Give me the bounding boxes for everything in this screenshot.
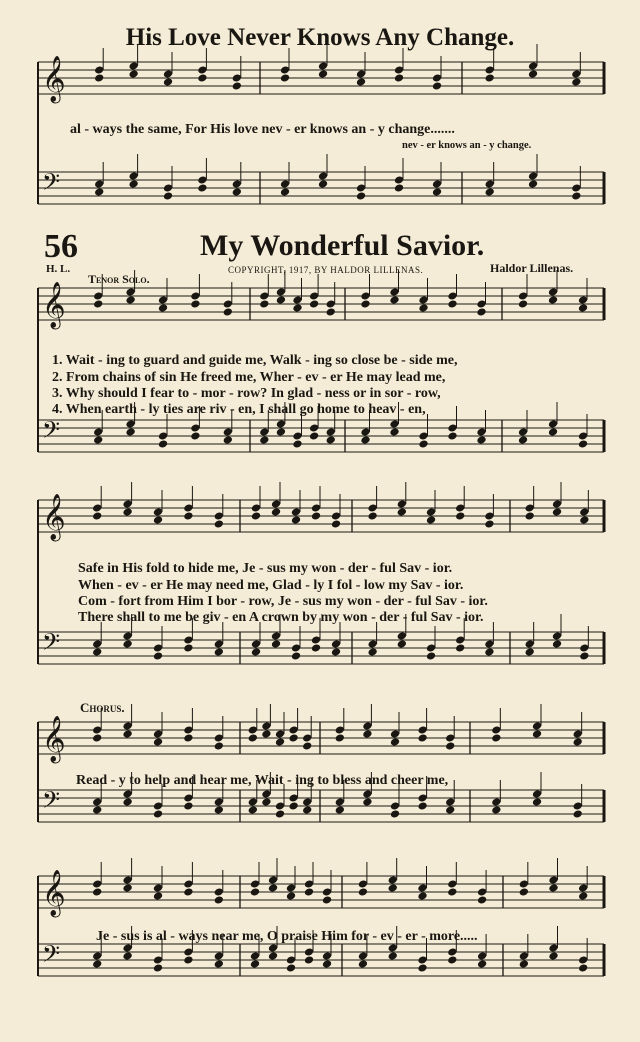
treble-note-notehead (447, 299, 457, 308)
treble-clef-icon: 𝄞 (42, 716, 66, 762)
treble-note-notehead (153, 515, 163, 524)
treble-clef-icon: 𝄞 (42, 870, 66, 916)
bass-note-notehead (302, 805, 312, 814)
bass-note-notehead (358, 959, 368, 968)
previous-hymn-lyric-echo: nev - er knows an - y change. (402, 140, 532, 151)
treble-note-notehead (571, 77, 581, 86)
bass-note-notehead (309, 431, 319, 440)
bass-note-notehead (518, 435, 528, 444)
verse-4-line-2: There shall to me be giv - en A crown by my won - der - ful Sav - ior. (78, 610, 484, 625)
bass-clef-icon: 𝄢 (42, 168, 61, 201)
bass-note-notehead (291, 651, 301, 660)
bass-note-notehead (163, 191, 173, 200)
bass-note-notehead (579, 651, 589, 660)
bass-clef-icon: 𝄢 (42, 786, 61, 819)
treble-note-notehead (261, 729, 271, 738)
bass-note-notehead (214, 959, 224, 968)
treble-note-notehead (417, 733, 427, 742)
bass-note-notehead (491, 805, 501, 814)
bass-note-notehead (532, 797, 542, 806)
composer-credit: Haldor Lillenas. (490, 261, 574, 275)
treble-note-notehead (477, 895, 487, 904)
treble-note-notehead (153, 891, 163, 900)
bass-note-notehead (326, 435, 336, 444)
bass-note-notehead (304, 955, 314, 964)
treble-note-notehead (552, 507, 562, 516)
treble-note-notehead (418, 303, 428, 312)
treble-note-notehead (484, 519, 494, 528)
treble-note-notehead (394, 73, 404, 82)
bass-note-notehead (183, 643, 193, 652)
treble-note-notehead (259, 299, 269, 308)
bass-note-notehead (418, 439, 428, 448)
bass-note-notehead (548, 427, 558, 436)
treble-note-notehead (92, 511, 102, 520)
verse-4-line-1: 4. When earth - ly ties are riv - en, I shall go home to heav - en, (52, 402, 426, 417)
treble-note-notehead (519, 887, 529, 896)
treble-note-notehead (183, 887, 193, 896)
treble-note-notehead (326, 307, 336, 316)
bass-note-notehead (271, 639, 281, 648)
bass-note-notehead (251, 647, 261, 656)
treble-note-notehead (476, 307, 486, 316)
treble-note-notehead (447, 887, 457, 896)
bass-note-notehead (331, 647, 341, 656)
copyright-notice: COPYRIGHT, 1917, BY HALDOR LILLENAS. (228, 265, 424, 275)
bass-note-notehead (275, 809, 285, 818)
treble-note-notehead (271, 507, 281, 516)
treble-note-notehead (548, 883, 558, 892)
treble-note-notehead (280, 73, 290, 82)
treble-note-notehead (578, 891, 588, 900)
bass-note-notehead (571, 191, 581, 200)
bass-note-notehead (259, 435, 269, 444)
meter-label: H. L. (46, 263, 71, 275)
bass-note-notehead (280, 187, 290, 196)
bass-note-notehead (432, 187, 442, 196)
treble-note-notehead (232, 81, 242, 90)
treble-note-notehead (92, 887, 102, 896)
treble-note-notehead (250, 887, 260, 896)
treble-note-notehead (94, 73, 104, 82)
bass-note-notehead (322, 959, 332, 968)
bass-note-notehead (122, 639, 132, 648)
bass-note-notehead (388, 951, 398, 960)
bass-note-notehead (417, 963, 427, 972)
treble-note-notehead (322, 895, 332, 904)
treble-note-notehead (288, 733, 298, 742)
bass-note-notehead (268, 951, 278, 960)
bass-note-notehead (390, 809, 400, 818)
bass-note-notehead (223, 435, 233, 444)
bass-note-notehead (484, 647, 494, 656)
bass-note-notehead (367, 647, 377, 656)
treble-note-notehead (390, 737, 400, 746)
verse-2-line-1: 2. From chains of sin He freed me, Wher - ev - er He may lead me, (52, 370, 446, 385)
treble-note-notehead (484, 73, 494, 82)
bass-note-notehead (484, 187, 494, 196)
treble-note-notehead (518, 299, 528, 308)
treble-note-notehead (579, 515, 589, 524)
previous-hymn-lyric: al - ways the same, For His love nev - er knows an - y change....... (70, 122, 455, 137)
treble-note-notehead (214, 519, 224, 528)
treble-note-notehead (389, 295, 399, 304)
treble-note-notehead (93, 299, 103, 308)
bass-note-notehead (311, 643, 321, 652)
treble-note-notehead (190, 299, 200, 308)
bass-note-notehead (578, 439, 588, 448)
bass-note-notehead (183, 801, 193, 810)
treble-note-notehead (223, 307, 233, 316)
treble-note-notehead (251, 511, 261, 520)
treble-note-notehead (214, 741, 224, 750)
bass-note-notehead (362, 797, 372, 806)
treble-note-notehead (197, 73, 207, 82)
treble-note-notehead (275, 737, 285, 746)
treble-note-notehead (214, 895, 224, 904)
verse-1-line-1: 1. Wait - ing to guard and guide me, Walk - ing so close be - side me, (52, 353, 458, 368)
bass-note-notehead (92, 959, 102, 968)
treble-note-notehead (153, 737, 163, 746)
bass-note-notehead (360, 435, 370, 444)
treble-note-notehead (302, 741, 312, 750)
bass-note-notehead (426, 651, 436, 660)
bass-clef-icon: 𝄢 (42, 940, 61, 973)
bass-note-notehead (528, 179, 538, 188)
treble-note-notehead (125, 295, 135, 304)
treble-note-notehead (491, 733, 501, 742)
bass-note-notehead (94, 187, 104, 196)
treble-note-notehead (318, 69, 328, 78)
bass-clef-icon: 𝄢 (42, 416, 61, 449)
bass-note-notehead (158, 439, 168, 448)
treble-note-notehead (286, 891, 296, 900)
treble-note-notehead (92, 733, 102, 742)
verse-2-line-2: When - ev - er He may need me, Glad - ly I fol - low my Sav - ior. (78, 578, 464, 593)
bass-note-notehead (394, 183, 404, 192)
bass-note-notehead (447, 431, 457, 440)
treble-note-notehead (309, 299, 319, 308)
chorus-line-2: Je - sus is al - ways near me, O praise Him for - ev - er - more..... (96, 929, 478, 944)
bass-note-notehead (524, 647, 534, 656)
chorus-label: Chorus. (80, 700, 125, 715)
bass-note-notehead (292, 439, 302, 448)
treble-note-notehead (578, 303, 588, 312)
treble-note-notehead (128, 69, 138, 78)
bass-note-notehead (92, 805, 102, 814)
treble-note-notehead (532, 729, 542, 738)
verse-1-line-2: Safe in His fold to hide me, Je - sus my won - der - ful Sav - ior. (78, 561, 453, 576)
treble-note-notehead (445, 741, 455, 750)
bass-note-notehead (356, 191, 366, 200)
bass-note-notehead (445, 805, 455, 814)
treble-note-notehead (122, 729, 132, 738)
treble-note-notehead (397, 507, 407, 516)
treble-note-notehead (524, 511, 534, 520)
treble-note-notehead (276, 295, 286, 304)
bass-note-notehead (318, 179, 328, 188)
treble-clef-icon: 𝄞 (42, 282, 66, 328)
treble-note-notehead (356, 77, 366, 86)
bass-note-notehead (190, 431, 200, 440)
treble-note-notehead (358, 887, 368, 896)
treble-note-notehead (158, 303, 168, 312)
bass-note-notehead (197, 183, 207, 192)
treble-note-notehead (360, 299, 370, 308)
bass-note-notehead (93, 435, 103, 444)
chorus-line-1: Read - y to help and hear me, Wait - ing to bless and cheer me, (76, 773, 449, 788)
verse-3-line-1: 3. Why should I fear to - mor - row? In glad - ness or in sor - row, (52, 386, 441, 401)
treble-note-notehead (163, 77, 173, 86)
treble-note-notehead (548, 295, 558, 304)
bass-note-notehead (548, 951, 558, 960)
verse-3-line-2: Com - fort from Him I bor - row, Je - sus my won - der - ful Sav - ior. (78, 594, 488, 609)
bass-note-notehead (572, 809, 582, 818)
bass-note-notehead (519, 959, 529, 968)
bass-note-notehead (455, 643, 465, 652)
bass-note-notehead (125, 427, 135, 436)
treble-note-notehead (291, 515, 301, 524)
treble-clef-icon: 𝄞 (42, 56, 66, 102)
bass-note-notehead (183, 955, 193, 964)
bass-note-notehead (335, 805, 345, 814)
bass-note-notehead (286, 963, 296, 972)
treble-note-notehead (268, 883, 278, 892)
bass-note-notehead (128, 179, 138, 188)
treble-clef-icon: 𝄞 (42, 494, 66, 540)
bass-note-notehead (248, 805, 258, 814)
bass-note-notehead (250, 959, 260, 968)
bass-note-notehead (122, 951, 132, 960)
bass-note-notehead (153, 809, 163, 818)
treble-note-notehead (183, 511, 193, 520)
bass-note-notehead (261, 797, 271, 806)
bass-note-notehead (232, 187, 242, 196)
bass-clef-icon: 𝄢 (42, 628, 61, 661)
treble-note-notehead (528, 69, 538, 78)
treble-note-notehead (122, 883, 132, 892)
bass-note-notehead (552, 639, 562, 648)
treble-note-notehead (417, 891, 427, 900)
bass-note-notehead (214, 647, 224, 656)
hymn-title: My Wonderful Savior. (200, 229, 485, 262)
bass-note-notehead (389, 427, 399, 436)
treble-note-notehead (331, 519, 341, 528)
treble-note-notehead (183, 733, 193, 742)
previous-hymn-title: His Love Never Knows Any Change. (125, 24, 515, 51)
treble-note-notehead (311, 511, 321, 520)
bass-note-notehead (477, 959, 487, 968)
bass-note-notehead (92, 647, 102, 656)
bass-note-notehead (578, 963, 588, 972)
bass-note-notehead (288, 801, 298, 810)
bass-note-notehead (276, 427, 286, 436)
bass-note-notehead (417, 801, 427, 810)
treble-note-notehead (388, 883, 398, 892)
treble-note-notehead (367, 511, 377, 520)
bass-note-notehead (447, 955, 457, 964)
treble-note-notehead (362, 729, 372, 738)
solo-label: Tenor Solo. (88, 272, 150, 286)
bass-note-notehead (153, 651, 163, 660)
treble-note-notehead (122, 507, 132, 516)
treble-note-notehead (292, 303, 302, 312)
treble-note-notehead (304, 887, 314, 896)
bass-note-notehead (122, 797, 132, 806)
treble-note-notehead (335, 733, 345, 742)
bass-note-notehead (397, 639, 407, 648)
hymn-number: 56 (44, 228, 78, 265)
treble-note-notehead (432, 81, 442, 90)
treble-note-notehead (426, 515, 436, 524)
treble-note-notehead (572, 737, 582, 746)
bass-note-notehead (214, 805, 224, 814)
bass-note-notehead (476, 435, 486, 444)
treble-note-notehead (455, 511, 465, 520)
treble-note-notehead (248, 733, 258, 742)
bass-note-notehead (153, 963, 163, 972)
